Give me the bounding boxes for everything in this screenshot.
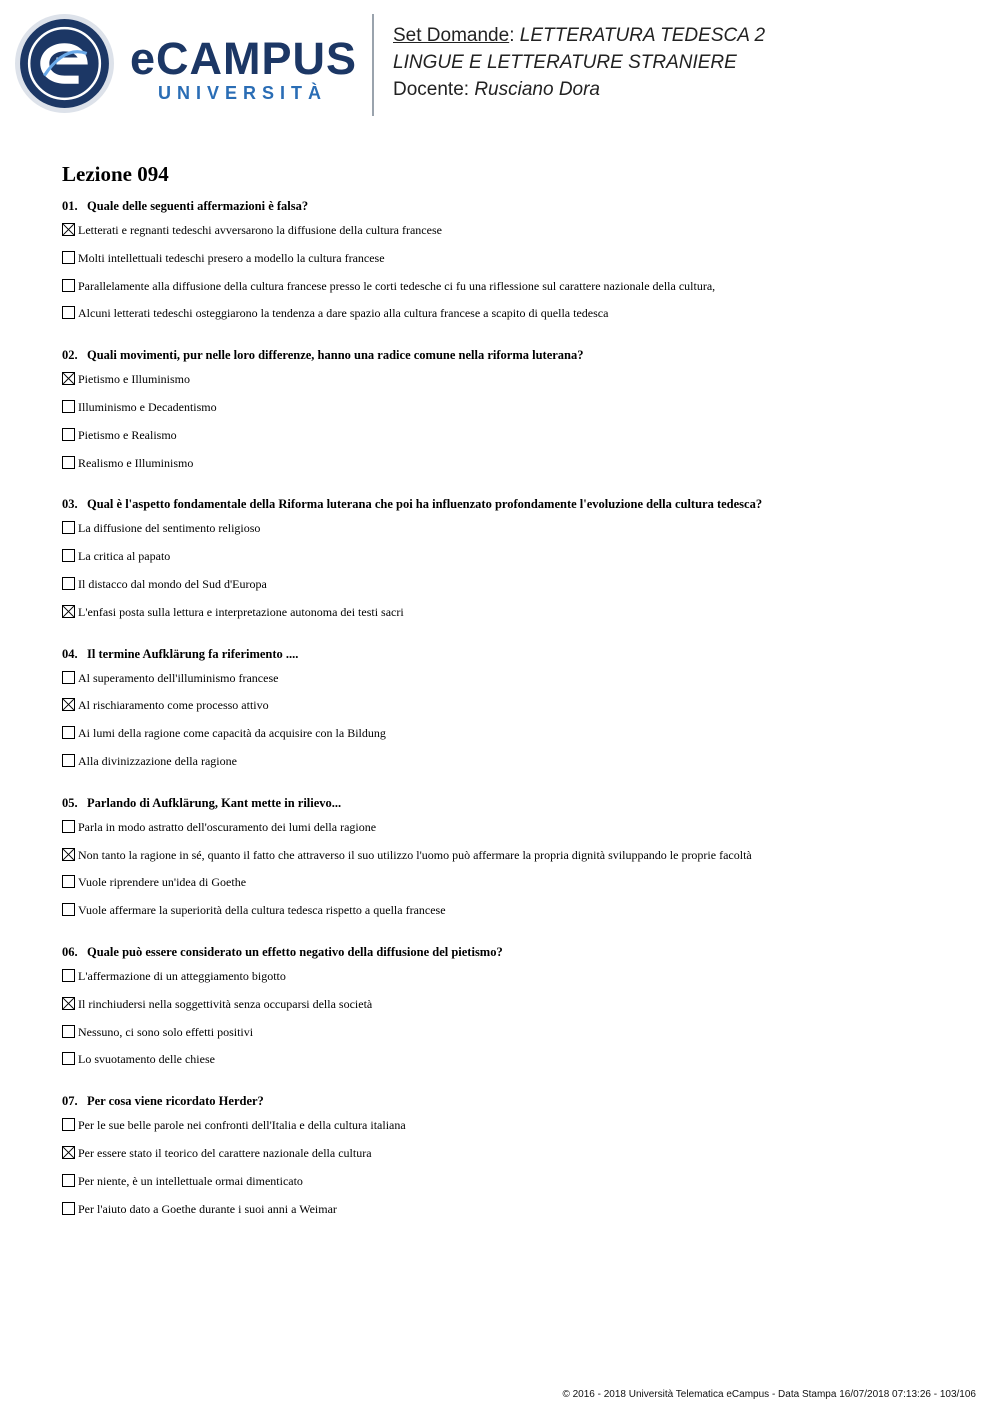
answer-option-text: Lo svuotamento delle chiese <box>78 1052 215 1067</box>
answer-option[interactable] <box>62 968 962 996</box>
answer-option-text: Per niente, è un intellettuale ormai dimenticato <box>78 1173 303 1188</box>
answer-option-text: Vuole affermare la superiorità della cultura tedesca rispetto a quella francese <box>78 903 446 918</box>
question-title <box>62 196 962 222</box>
checkbox-icon[interactable] <box>62 903 75 916</box>
answer-option[interactable] <box>62 874 962 902</box>
answer-option[interactable] <box>62 725 962 753</box>
checkbox-icon[interactable] <box>62 306 75 319</box>
answer-option[interactable] <box>62 753 962 781</box>
answer-option-text: Parallelamente alla diffusione della cultura francese presso le corti tedesche ci fu una riflessione sul carattere nazionale della cultura, <box>78 278 716 293</box>
header-divider <box>372 14 374 116</box>
answer-option[interactable] <box>62 427 962 455</box>
answer-option-text: Il rinchiudersi nella soggettività senza occuparsi della società <box>78 996 373 1011</box>
question-list <box>62 196 962 1228</box>
checkbox-icon[interactable] <box>62 1052 75 1065</box>
answer-option-text: Illuminismo e Decadentismo <box>78 399 217 414</box>
teacher-line <box>393 76 765 103</box>
answer-option-text: Pietismo e Illuminismo <box>78 372 191 387</box>
answer-option[interactable] <box>62 1145 962 1173</box>
checkbox-icon[interactable] <box>62 1025 75 1038</box>
answer-option-text: Per le sue belle parole nei confronti dell'Italia e della cultura italiana <box>78 1118 406 1133</box>
question-title <box>62 1091 962 1117</box>
page-header <box>0 0 1000 130</box>
checkbox-icon[interactable] <box>62 549 75 562</box>
answer-option-text: La critica al papato <box>78 549 171 564</box>
checkbox-icon[interactable] <box>62 456 75 469</box>
question-block <box>62 1091 962 1228</box>
checkbox-icon[interactable] <box>62 577 75 590</box>
checked-checkbox-icon[interactable] <box>62 997 75 1010</box>
answer-option-text: Ai lumi della ragione come capacità da acquisire con la Bildung <box>78 726 386 741</box>
course-line: Set Domande: LETTERATURA TEDESCA 2 <box>393 25 766 46</box>
answer-option-text: Alla divinizzazione della ragione <box>78 753 237 768</box>
teacher-name: Rusciano Dora <box>474 79 600 100</box>
question-block <box>62 196 962 333</box>
question-text: Qual è l'aspetto fondamentale della Riforma luterana che poi ha influenzato profondamente l'evoluzione della cultura tedesca? <box>87 497 763 512</box>
answer-option-text: Molti intellettuali tedeschi presero a modello la cultura francese <box>78 250 385 265</box>
question-number: 01. <box>62 199 78 213</box>
program-line <box>393 49 765 76</box>
question-title <box>62 793 962 819</box>
answer-option[interactable] <box>62 305 962 333</box>
checkbox-icon[interactable] <box>62 428 75 441</box>
answer-option[interactable] <box>62 697 962 725</box>
question-text: Quale può essere considerato un effetto negativo della diffusione del pietismo? <box>87 944 503 959</box>
header-info <box>393 22 765 103</box>
question-number: 07. <box>62 1094 78 1109</box>
ecampus-logo-icon <box>14 13 115 114</box>
answer-option-text: Per l'aiuto dato a Goethe durante i suoi anni a Weimar <box>78 1201 337 1216</box>
answer-option[interactable] <box>62 222 962 250</box>
answer-option-text: Non tanto la ragione in sé, quanto il fatto che attraverso il suo utilizzo l'uomo può affermare la propria dignità sviluppando le proprie facoltà <box>78 847 752 862</box>
answer-option[interactable] <box>62 250 962 278</box>
page-footer: © 2016 - 2018 Università Telematica eCampus - Data Stampa 16/07/2018 07:13:26 - 103/106 <box>562 1389 976 1400</box>
answer-option-text: Nessuno, ci sono solo effetti positivi <box>78 1024 254 1039</box>
checkbox-icon[interactable] <box>62 1174 75 1187</box>
question-text: Per cosa viene ricordato Herder? <box>87 1094 264 1109</box>
lesson-title: Lezione 094 <box>62 162 169 186</box>
answer-option[interactable] <box>62 670 962 698</box>
ecampus-wordmark <box>130 33 358 104</box>
answer-option[interactable] <box>62 399 962 427</box>
question-block <box>62 494 962 631</box>
checkbox-icon[interactable] <box>62 251 75 264</box>
answer-option-text: Per essere stato il teorico del carattere nazionale della cultura <box>78 1145 372 1160</box>
question-text: Quali movimenti, pur nelle loro differenze, hanno una radice comune nella riforma luterana? <box>87 348 584 363</box>
teacher-label: Docente: <box>393 79 470 100</box>
question-block <box>62 345 962 482</box>
checkbox-icon[interactable] <box>62 1118 75 1131</box>
checkbox-icon[interactable] <box>62 820 75 833</box>
answer-option[interactable] <box>62 548 962 576</box>
answer-option[interactable] <box>62 371 962 399</box>
program-name: LINGUE E LETTERATURE STRANIERE <box>393 52 737 73</box>
answer-option-text: L'affermazione di un atteggiamento bigotto <box>78 968 286 983</box>
set-label: Set Domande <box>393 25 510 46</box>
answer-option-text: Al rischiaramento come processo attivo <box>78 698 269 713</box>
answer-option-text: L'enfasi posta sulla lettura e interpretazione autonoma dei testi sacri <box>78 604 404 619</box>
question-block <box>62 644 962 781</box>
answer-option-text: Parla in modo astratto dell'oscuramento dei lumi della ragione <box>78 819 377 834</box>
answer-option-text: Realismo e Illuminismo <box>78 455 194 470</box>
answer-option[interactable] <box>62 1201 962 1229</box>
checkbox-icon[interactable] <box>62 400 75 413</box>
checkbox-icon[interactable] <box>62 279 75 292</box>
brand-subtitle: UNIVERSITÀ <box>158 83 328 103</box>
question-number: 02. <box>62 348 78 363</box>
answer-option[interactable] <box>62 847 962 875</box>
checked-checkbox-icon[interactable] <box>62 848 75 861</box>
checkbox-icon[interactable] <box>62 875 75 888</box>
question-number: 03. <box>62 497 78 512</box>
question-number: 04. <box>62 646 78 661</box>
question-number: 05. <box>62 795 78 810</box>
question-number: 06. <box>62 944 78 959</box>
answer-option-text: Letterati e regnanti tedeschi avversarono la diffusione della cultura francese <box>78 223 442 237</box>
checked-checkbox-icon[interactable] <box>62 1146 75 1159</box>
answer-option-text: Vuole riprendere un'idea di Goethe <box>78 875 247 890</box>
question-title <box>62 345 962 371</box>
answer-option-text: La diffusione del sentimento religioso <box>78 521 261 536</box>
checked-checkbox-icon[interactable] <box>62 698 75 711</box>
answer-option[interactable] <box>62 819 962 847</box>
answer-option[interactable] <box>62 455 962 483</box>
checkbox-icon[interactable] <box>62 521 75 534</box>
question-block <box>62 793 962 930</box>
brand-name: eCAMPUS <box>130 33 358 84</box>
question-text: Quale delle seguenti affermazioni è falsa? <box>87 199 309 213</box>
answer-option-text: Pietismo e Realismo <box>78 427 177 442</box>
answer-option[interactable] <box>62 1117 962 1145</box>
answer-option-text: Alcuni letterati tedeschi osteggiarono la tendenza a dare spazio alla cultura francese a scapito di quella tedesca <box>78 306 609 321</box>
checkbox-icon[interactable] <box>62 754 75 767</box>
question-title <box>62 644 962 670</box>
answer-option[interactable] <box>62 996 962 1024</box>
question-set <box>62 160 962 1240</box>
answer-option[interactable] <box>62 278 962 306</box>
checkbox-icon[interactable] <box>62 726 75 739</box>
answer-option-text: Al superamento dell'illuminismo francese <box>78 670 279 685</box>
answer-option[interactable] <box>62 1051 962 1079</box>
checked-checkbox-icon[interactable] <box>62 605 75 618</box>
answer-option[interactable] <box>62 520 962 548</box>
question-text: Parlando di Aufklärung, Kant mette in rilievo... <box>87 795 342 810</box>
answer-option-text: Il distacco dal mondo del Sud d'Europa <box>78 576 267 591</box>
question-title <box>62 494 962 520</box>
checkbox-icon[interactable] <box>62 969 75 982</box>
checked-checkbox-icon[interactable] <box>62 223 75 236</box>
question-text: Il termine Aufklärung fa riferimento .... <box>87 646 299 661</box>
checked-checkbox-icon[interactable] <box>62 372 75 385</box>
question-title <box>62 942 962 968</box>
checkbox-icon[interactable] <box>62 671 75 684</box>
answer-option[interactable] <box>62 902 962 930</box>
answer-option[interactable] <box>62 604 962 632</box>
answer-option[interactable] <box>62 1024 962 1052</box>
checkbox-icon[interactable] <box>62 1202 75 1215</box>
answer-option[interactable] <box>62 1173 962 1201</box>
course-name: LETTERATURA TEDESCA 2 <box>519 25 766 46</box>
question-block <box>62 942 962 1079</box>
answer-option[interactable] <box>62 576 962 604</box>
